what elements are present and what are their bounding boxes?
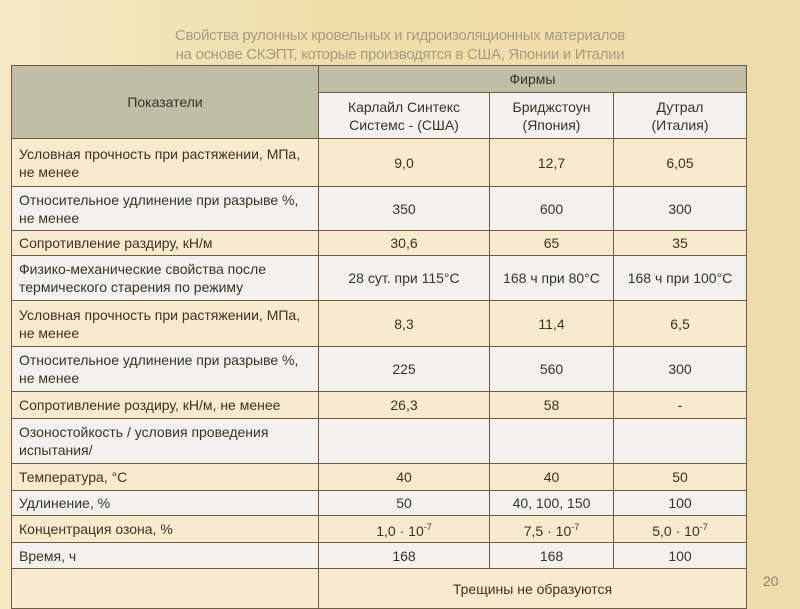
value-cell: 600 (490, 187, 614, 231)
value-cell: $5,0 \cdot 10^{-7}$ (614, 516, 747, 543)
value-cell: 11,4 (490, 301, 614, 347)
value-cell (490, 419, 614, 464)
value-cell: 560 (490, 347, 614, 392)
merged-result-cell: Трещины не образуются (319, 569, 747, 609)
value-cell: 50 (614, 464, 747, 491)
value-cell: 100 (614, 543, 747, 569)
value-cell: 8,3 (319, 301, 490, 347)
row-label: Относительное удлинение при разрыве %, не менее (12, 347, 319, 392)
row-label: Относительное удлинение при разрыве %, не менее (12, 187, 319, 231)
header-company: Дутрал (Италия) (614, 93, 747, 139)
value-cell: 168 (490, 543, 614, 569)
value-cell: 168 ч при 80°С (490, 256, 614, 301)
value-cell: 40, 100, 150 (490, 491, 614, 516)
value-cell: 100 (614, 491, 747, 516)
row-label: Температура, °С (12, 464, 319, 491)
value-cell: 50 (319, 491, 490, 516)
row-label: Условная прочность при растяжении, МПа, не менее (12, 139, 319, 187)
value-cell: 12,7 (490, 139, 614, 187)
value-cell: 9,0 (319, 139, 490, 187)
page-number: 20 (763, 573, 779, 589)
value-cell (319, 419, 490, 464)
value-cell: 65 (490, 231, 614, 256)
value-cell: 35 (614, 231, 747, 256)
table-row (12, 139, 747, 187)
table-row (12, 491, 747, 516)
table-row (12, 392, 747, 419)
value-cell: 40 (319, 464, 490, 491)
table-row (12, 516, 747, 543)
value-cell: $1,0 \cdot 10^{-7}$ (319, 516, 490, 543)
value-cell: 300 (614, 347, 747, 392)
row-label (12, 569, 319, 609)
value-cell: 40 (490, 464, 614, 491)
value-cell: 168 (319, 543, 490, 569)
row-label: Сопротивление роздиру, кН/м, не менее (12, 392, 319, 419)
table-row (12, 464, 747, 491)
value-cell: 6,5 (614, 301, 747, 347)
table-row (12, 347, 747, 392)
value-cell: 225 (319, 347, 490, 392)
value-cell: 58 (490, 392, 614, 419)
row-label: Физико-механические свойства после термического старения по режиму (12, 256, 319, 301)
properties-table (11, 65, 747, 609)
table-row (12, 301, 747, 347)
value-cell: 28 сут. при 115°С (319, 256, 490, 301)
row-label: Удлинение, % (12, 491, 319, 516)
value-cell: - (614, 392, 747, 419)
row-label: Время, ч (12, 543, 319, 569)
table-row (12, 231, 747, 256)
table-row (12, 187, 747, 231)
header-company: Карлайл Синтекс Системс - (США) (319, 93, 490, 139)
value-cell (614, 419, 747, 464)
row-label: Сопротивление раздиру, кН/м (12, 231, 319, 256)
header-company: Бриджстоун (Япония) (490, 93, 614, 139)
row-label: Условная прочность при растяжении, МПа, не менее (12, 301, 319, 347)
slide-title: Свойства рулонных кровельных и гидроизоляционных материалов на основе СКЭПТ, которые производятся в США, Японии и Италии (175, 27, 625, 63)
value-cell: 168 ч при 100°С (614, 256, 747, 301)
row-label: Озоностойкость / условия проведения испытания/ (12, 419, 319, 464)
value-cell: $7,5 \cdot 10^{-7}$ (490, 516, 614, 543)
value-cell: 30,6 (319, 231, 490, 256)
row-label: Концентрация озона, % (12, 516, 319, 543)
header-firms: Фирмы (319, 66, 747, 93)
value-cell: 300 (614, 187, 747, 231)
value-cell: 6,05 (614, 139, 747, 187)
value-cell: 350 (319, 187, 490, 231)
table-row (12, 256, 747, 301)
value-cell: 26,3 (319, 392, 490, 419)
header-indicators: Показатели (12, 66, 319, 139)
table-row (12, 543, 747, 569)
table-row (12, 419, 747, 464)
